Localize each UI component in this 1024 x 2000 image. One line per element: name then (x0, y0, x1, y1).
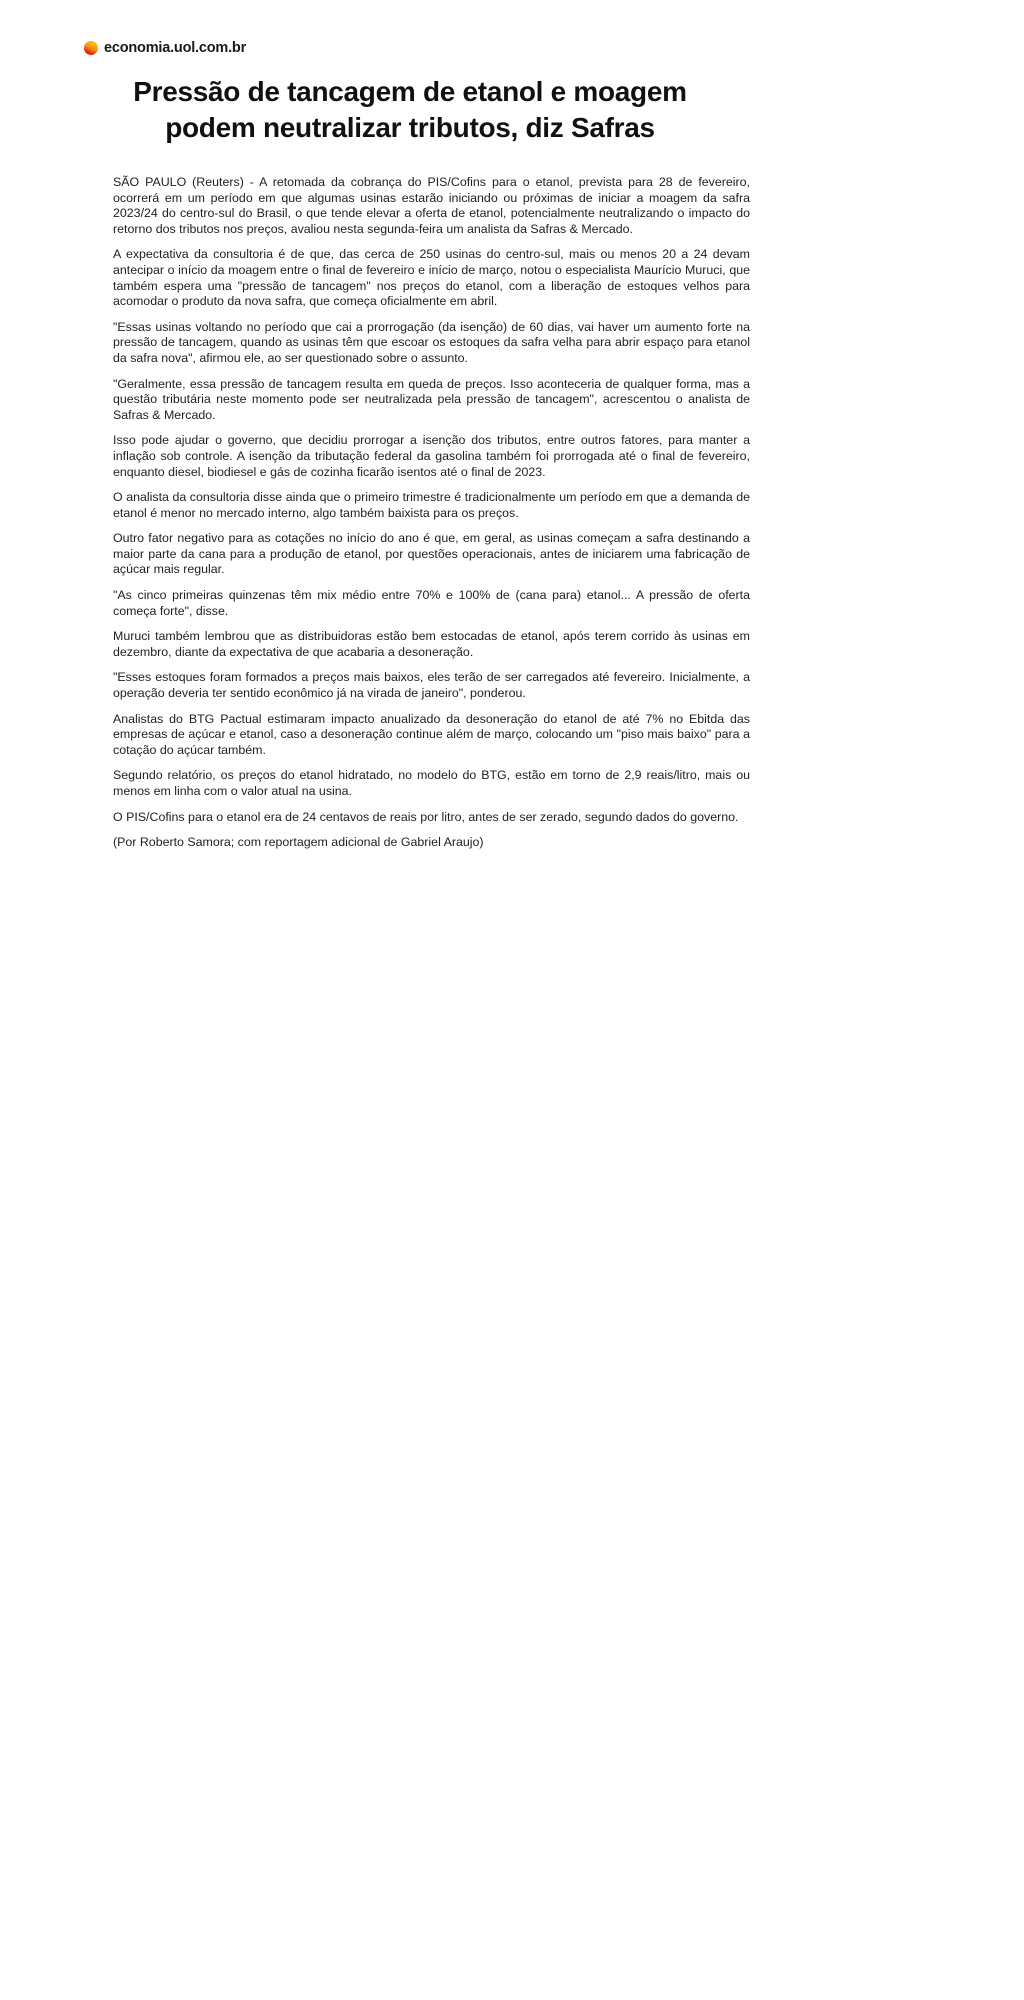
uol-gradient-circle-icon (84, 41, 98, 55)
article-paragraph: "Essas usinas voltando no período que cai a prorrogação (da isenção) de 60 dias, vai haver um aumento forte na pressão de tancagem, quando as usinas têm que escoar os estoques da safra velha para abrir espaço para etanol da safra nova", afirmou ele, ao ser questionado sobre o assunto. (113, 319, 750, 365)
article-paragraph: "Esses estoques foram formados a preços mais baixos, eles terão de ser carregados até fevereiro. Inicialmente, a operação deveria ter sentido econômico já na virada de janeiro", ponderou. (113, 670, 750, 701)
article-paragraph: "As cinco primeiras quinzenas têm mix médio entre 70% e 100% de (cana para) etanol... A pressão de oferta começa forte", disse. (113, 588, 750, 618)
article-paragraph: Outro fator negativo para as cotações no início do ano é que, em geral, as usinas começam a safra destinando a maior parte da cana para a produção de etanol, por questões operacionais, antes de iniciarem uma fabricação de açúcar mais regular. (113, 531, 750, 577)
article-headline: Pressão de tancagem de etanol e moagem podem neutralizar tributos, diz Safras (133, 76, 687, 143)
article-paragraph: SÃO PAULO (Reuters) - A retomada da cobrança do PIS/Cofins para o etanol, prevista para 28 de fevereiro, ocorrerá em um período em que algumas usinas estarão iniciando ou próximas de iniciar a moagem da safra 2023/24 do centro-sul do Brasil, o que tende elevar a oferta de etanol, potencialmente neutralizando o impacto do retorno dos tributos nos preços, avaliou nesta segunda-feira um analista da Safras & Mercado. (113, 175, 750, 236)
article-paragraph: Muruci também lembrou que as distribuidoras estão bem estocadas de etanol, após terem corrido às usinas em dezembro, diante da expectativa de que acabaria a desoneração. (113, 629, 750, 659)
article-paragraph: O PIS/Cofins para o etanol era de 24 centavos de reais por litro, antes de ser zerado, segundo dados do governo. (113, 809, 739, 824)
site-domain-label[interactable]: economia.uol.com.br (104, 40, 247, 56)
article-paragraph: Analistas do BTG Pactual estimaram impacto anualizado da desoneração do etanol de até 7% no Ebitda das empresas de açúcar e etanol, caso a desoneração continue além de março, colocando um "piso mais baixo" para a cotação do açúcar também. (113, 711, 750, 757)
article-paragraph: O analista da consultoria disse ainda que o primeiro trimestre é tradicionalmente um período em que a demanda de etanol é menor no mercado interno, algo também baixista para os preços. (113, 490, 750, 520)
article-paragraph: A expectativa da consultoria é de que, das cerca de 250 usinas do centro-sul, mais ou menos 20 a 24 devam antecipar o início da moagem entre o final de fevereiro e início de março, notou o especialista Maurício Muruci, que também espera uma "pressão de tancagem" nos preços do etanol, com a liberação de estoques velhos para acomodar o produto da nova safra, que começa oficialmente em abril. (113, 247, 750, 309)
article-body (113, 175, 750, 861)
article-paragraph: Isso pode ajudar o governo, que decidiu prorrogar a isenção dos tributos, entre outros fatores, para manter a inflação sob controle. A isenção da tributação federal da gasolina também foi prorrogada até o final de fevereiro, enquanto diesel, biodiesel e gás de cozinha ficarão isentos até o final de 2023. (113, 433, 750, 479)
article-paragraph: Segundo relatório, os preços do etanol hidratado, no modelo do BTG, estão em torno de 2,9 reais/litro, mais ou menos em linha com o valor atual na usina. (113, 768, 750, 798)
article-paragraph: "Geralmente, essa pressão de tancagem resulta em queda de preços. Isso aconteceria de qualquer forma, mas a questão tributária neste momento pode ser neutralizada pela pressão de tancagem", acrescentou o analista de Safras & Mercado. (113, 376, 750, 422)
site-logo[interactable] (84, 40, 246, 56)
byline: (Por Roberto Samora; com reportagem adicional de Gabriel Araujo) (113, 835, 484, 850)
